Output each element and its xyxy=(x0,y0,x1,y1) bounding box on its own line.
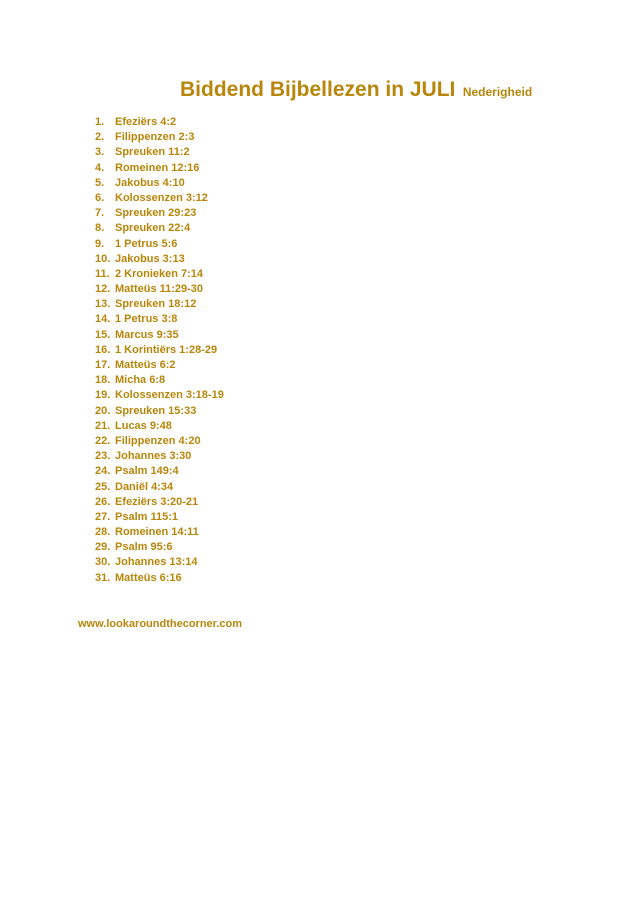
reading-item xyxy=(95,434,224,449)
footer-website-link[interactable]: www.lookaroundthecorner.com xyxy=(78,618,243,630)
reading-item xyxy=(95,525,224,540)
reading-item xyxy=(95,115,224,130)
reading-item xyxy=(95,571,224,586)
reading-reference: Johannes 3:30 xyxy=(115,450,192,463)
reading-reference: Filippenzen 4:20 xyxy=(115,434,201,447)
reading-reference: Psalm 95:6 xyxy=(115,541,173,554)
reading-item xyxy=(95,328,224,343)
reading-item xyxy=(95,191,224,206)
reading-reference: Psalm 149:4 xyxy=(115,465,179,478)
reading-item xyxy=(95,343,224,358)
reading-item xyxy=(95,464,224,479)
reading-reference: Jakobus 3:13 xyxy=(115,252,185,265)
reading-number: 13. xyxy=(95,298,111,311)
reading-item xyxy=(95,237,224,252)
reading-reference: Spreuken 29:23 xyxy=(115,207,197,220)
reading-number: 30. xyxy=(95,556,111,569)
reading-list xyxy=(95,115,224,586)
reading-reference: Spreuken 15:33 xyxy=(115,404,197,417)
reading-number: 7. xyxy=(95,207,105,220)
reading-reference: Matteüs 6:16 xyxy=(115,571,182,584)
reading-number: 4. xyxy=(95,161,105,174)
reading-number: 5. xyxy=(95,176,105,189)
reading-reference: Spreuken 11:2 xyxy=(115,146,190,159)
reading-number: 8. xyxy=(95,222,105,235)
reading-reference: Matteüs 11:29-30 xyxy=(115,283,204,296)
page-subtitle: Nederigheid xyxy=(462,85,533,99)
reading-reference: Daniël 4:34 xyxy=(115,480,174,493)
reading-item xyxy=(95,312,224,327)
reading-reference: Psalm 115:1 xyxy=(115,510,178,523)
reading-item xyxy=(95,404,224,419)
reading-reference: 1 Petrus 3:8 xyxy=(115,313,178,326)
reading-number: 3. xyxy=(95,146,105,159)
page-title: Biddend Bijbellezen in JULI xyxy=(180,78,456,101)
reading-number: 28. xyxy=(95,526,111,539)
reading-number: 21. xyxy=(95,419,111,432)
reading-reference: Marcus 9:35 xyxy=(115,328,179,341)
reading-item xyxy=(95,540,224,555)
reading-item xyxy=(95,206,224,221)
reading-item xyxy=(95,449,224,464)
reading-reference: 2 Kronieken 7:14 xyxy=(115,267,204,280)
reading-item xyxy=(95,252,224,267)
reading-reference: 1 Korintiërs 1:28-29 xyxy=(115,343,218,356)
reading-reference: Johannes 13:14 xyxy=(115,556,198,569)
reading-number: 16. xyxy=(95,343,111,356)
reading-reference: Jakobus 4:10 xyxy=(115,176,185,189)
reading-reference: Romeinen 14:11 xyxy=(115,526,199,539)
reading-item xyxy=(95,221,224,236)
reading-reference: Kolossenzen 3:18-19 xyxy=(115,389,224,402)
reading-number: 26. xyxy=(95,495,111,508)
reading-number: 17. xyxy=(95,359,111,371)
reading-reference: Matteüs 6:2 xyxy=(115,359,176,371)
reading-item xyxy=(95,130,224,145)
reading-number: 25. xyxy=(95,480,111,493)
reading-number: 9. xyxy=(95,237,105,250)
reading-item xyxy=(95,510,224,525)
reading-item xyxy=(95,282,224,297)
reading-number: 12. xyxy=(95,283,111,296)
reading-item xyxy=(95,161,224,176)
reading-reference: Efeziërs 4:2 xyxy=(115,116,177,128)
reading-item xyxy=(95,419,224,434)
title-row xyxy=(180,78,532,102)
reading-number: 23. xyxy=(95,450,111,463)
reading-number: 18. xyxy=(95,374,111,387)
reading-number: 1. xyxy=(95,116,105,128)
reading-item xyxy=(95,297,224,312)
reading-number: 6. xyxy=(95,191,105,204)
reading-reference: Efeziërs 3:20-21 xyxy=(115,495,199,508)
reading-number: 20. xyxy=(95,404,111,417)
reading-item xyxy=(95,176,224,191)
reading-reference: Romeinen 12:16 xyxy=(115,161,200,174)
reading-item xyxy=(95,555,224,570)
reading-item xyxy=(95,267,224,282)
reading-reference: Filippenzen 2:3 xyxy=(115,131,195,144)
reading-number: 15. xyxy=(95,328,111,341)
reading-reference: Spreuken 18:12 xyxy=(115,298,197,311)
reading-number: 27. xyxy=(95,510,111,523)
reading-item xyxy=(95,495,224,510)
reading-reference: 1 Petrus 5:6 xyxy=(115,237,178,250)
reading-number: 14. xyxy=(95,313,111,326)
reading-reference: Micha 6:8 xyxy=(115,374,166,387)
reading-number: 31. xyxy=(95,571,111,584)
reading-number: 29. xyxy=(95,541,111,554)
reading-item xyxy=(95,358,224,373)
reading-number: 2. xyxy=(95,131,105,144)
reading-number: 11. xyxy=(95,267,110,280)
reading-item xyxy=(95,145,224,160)
reading-number: 24. xyxy=(95,465,111,478)
reading-reference: Lucas 9:48 xyxy=(115,419,172,432)
reading-item xyxy=(95,480,224,495)
reading-number: 10. xyxy=(95,252,111,265)
reading-reference: Spreuken 22:4 xyxy=(115,222,191,235)
reading-reference: Kolossenzen 3:12 xyxy=(115,191,208,204)
reading-item xyxy=(95,373,224,388)
reading-number: 19. xyxy=(95,389,111,402)
reading-number: 22. xyxy=(95,434,111,447)
reading-item xyxy=(95,388,224,403)
